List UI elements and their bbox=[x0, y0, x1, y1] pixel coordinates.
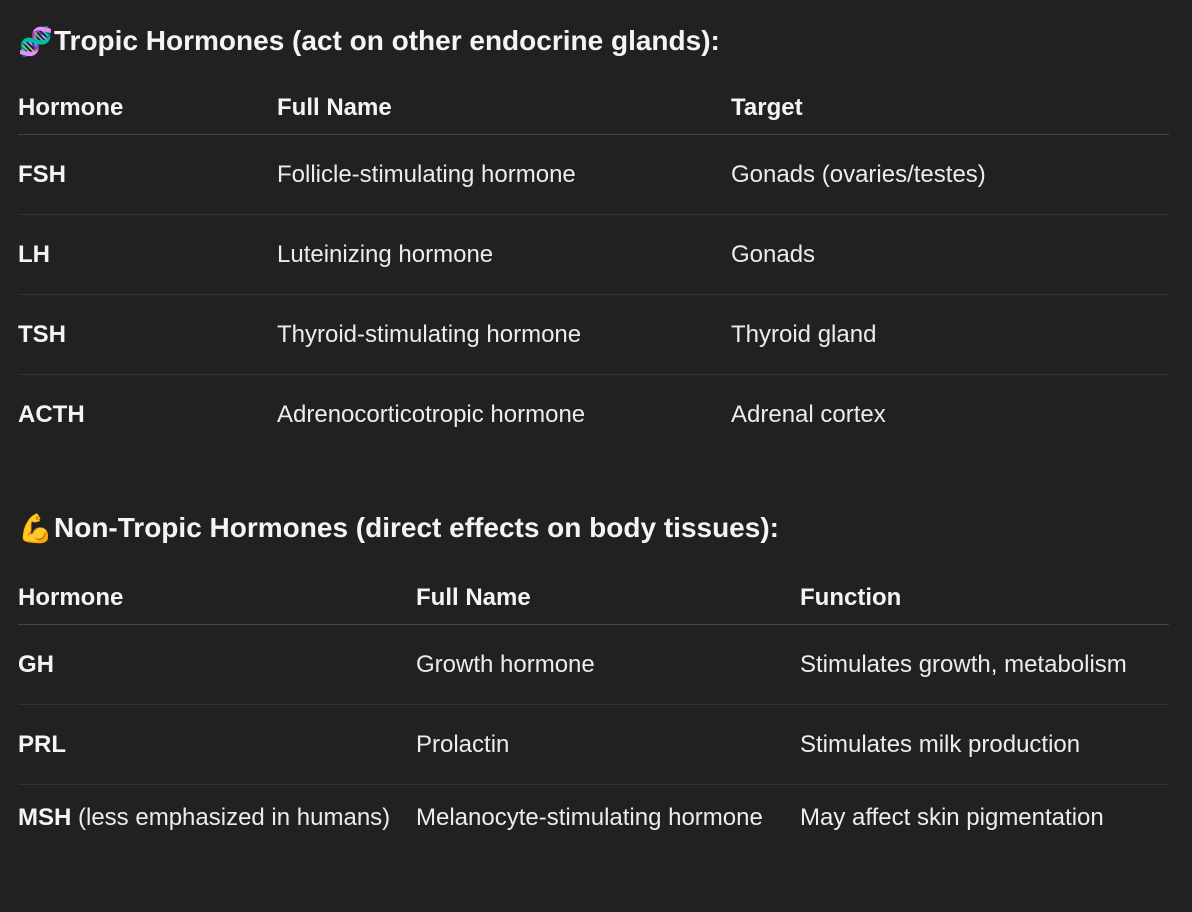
function-cell: May affect skin pigmentation bbox=[800, 804, 1104, 831]
target-cell: Adrenal cortex bbox=[731, 400, 886, 428]
function-cell: Stimulates growth, metabolism bbox=[800, 625, 1169, 705]
table-row bbox=[18, 785, 1169, 852]
target-cell: Thyroid gland bbox=[731, 295, 1169, 375]
full-name-cell: Prolactin bbox=[416, 705, 800, 785]
column-header: Hormone bbox=[18, 572, 416, 625]
non-tropic-table bbox=[18, 572, 1169, 851]
table-row bbox=[18, 625, 1169, 705]
content bbox=[18, 0, 1169, 851]
full-name-cell: Follicle-stimulating hormone bbox=[277, 135, 731, 215]
dna-icon: 🧬 bbox=[18, 25, 53, 57]
non-tropic-section bbox=[18, 484, 1169, 851]
hormone-cell bbox=[18, 705, 416, 785]
target-cell: Gonads (ovaries/testes) bbox=[731, 135, 1169, 215]
hormone-cell: FSH bbox=[18, 135, 277, 215]
tropic-title: Tropic Hormones (act on other endocrine glands): bbox=[54, 25, 720, 56]
column-header: Full Name bbox=[416, 572, 800, 625]
hormone-cell: LH bbox=[18, 215, 277, 295]
column-header: Full Name bbox=[277, 82, 731, 135]
hormone-cell: ACTH bbox=[18, 400, 85, 428]
hormone-note: (less emphasized in humans) bbox=[71, 804, 391, 831]
column-header: Target bbox=[731, 82, 1169, 135]
table-row bbox=[18, 215, 1169, 295]
non-tropic-title: Non-Tropic Hormones (direct effects on body tissues): bbox=[54, 512, 779, 543]
tropic-heading bbox=[18, 0, 1169, 82]
table-header-row bbox=[18, 572, 1169, 625]
hormone-cell bbox=[18, 625, 416, 705]
flexed-biceps-icon: 💪 bbox=[18, 512, 53, 544]
target-cell: Gonads bbox=[731, 215, 1169, 295]
table-row bbox=[18, 705, 1169, 785]
table-row bbox=[18, 135, 1169, 215]
table-row bbox=[18, 375, 1169, 455]
full-name-cell: Adrenocorticotropic hormone bbox=[277, 400, 586, 428]
table-header-row bbox=[18, 82, 1169, 135]
column-header: Hormone bbox=[18, 82, 277, 135]
hormone-cell bbox=[18, 785, 416, 852]
hormone-abbr: PRL bbox=[18, 730, 66, 758]
non-tropic-heading bbox=[18, 484, 1169, 572]
hormone-abbr: GH bbox=[18, 650, 54, 678]
full-name-cell: Growth hormone bbox=[416, 625, 800, 705]
full-name-cell: Melanocyte-stimulating hormone bbox=[416, 804, 763, 831]
full-name-cell: Thyroid-stimulating hormone bbox=[277, 295, 731, 375]
table-row bbox=[18, 295, 1169, 375]
tropic-table bbox=[18, 82, 1169, 454]
tropic-section bbox=[18, 0, 1169, 454]
full-name-cell: Luteinizing hormone bbox=[277, 215, 731, 295]
hormone-abbr: MSH bbox=[18, 804, 72, 831]
function-cell: Stimulates milk production bbox=[800, 705, 1169, 785]
column-header: Function bbox=[800, 572, 1169, 625]
hormone-cell: TSH bbox=[18, 295, 277, 375]
